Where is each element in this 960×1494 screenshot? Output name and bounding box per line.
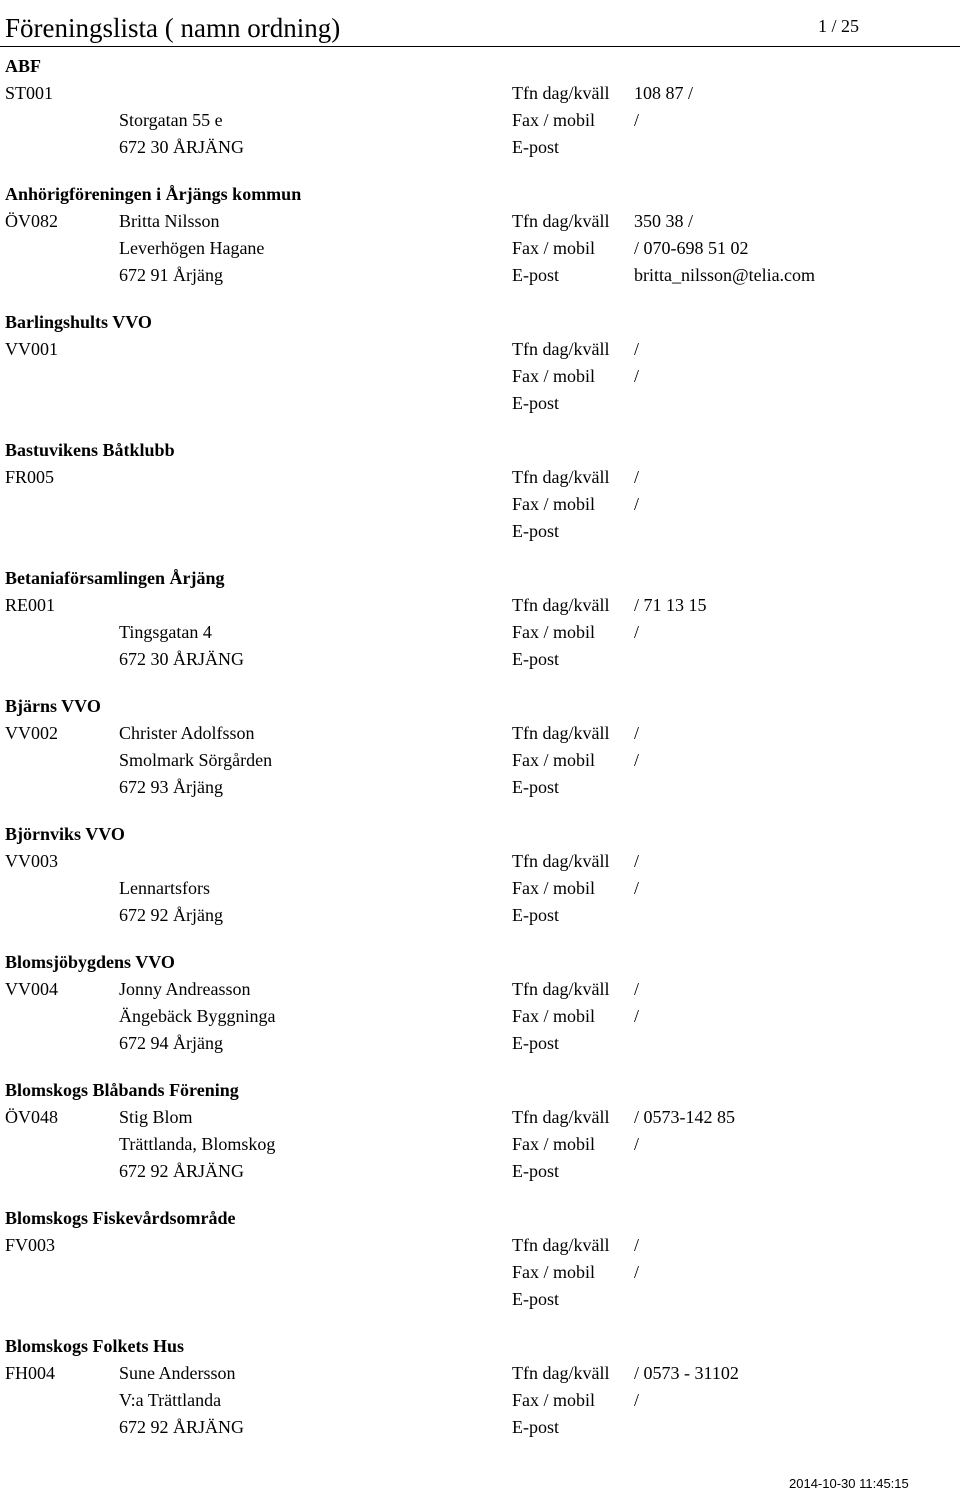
association-code: ÖV048: [5, 1107, 58, 1127]
association-entry: [0, 183, 960, 307]
contact-person: Sune Andersson: [119, 1363, 236, 1383]
email-label: E-post: [512, 1289, 559, 1309]
street-address: V:a Trättlanda: [119, 1390, 222, 1410]
phone-value: 350 38 /: [634, 211, 694, 231]
fax-label: Fax / mobil: [512, 366, 596, 386]
email-label: E-post: [512, 137, 559, 157]
association-entry: [0, 1335, 960, 1459]
fax-value: /: [634, 750, 640, 770]
postal-city: 672 92 Årjäng: [119, 905, 223, 925]
postal-city: 672 92 ÅRJÄNG: [119, 1161, 245, 1181]
phone-label: Tfn dag/kväll: [512, 1363, 610, 1383]
association-entry: [0, 1079, 960, 1203]
phone-label: Tfn dag/kväll: [512, 979, 610, 999]
association-name: Björnviks VVO: [5, 824, 125, 844]
contact-person: Christer Adolfsson: [119, 723, 255, 743]
postal-city: 672 30 ÅRJÄNG: [119, 137, 245, 157]
fax-value: /: [634, 622, 640, 642]
postal-city: 672 30 ÅRJÄNG: [119, 649, 245, 669]
email-label: E-post: [512, 905, 559, 925]
contact-person: Jonny Andreasson: [119, 979, 251, 999]
email-label: E-post: [512, 777, 559, 797]
postal-city: 672 93 Årjäng: [119, 777, 223, 797]
association-entry: [0, 695, 960, 819]
email-label: E-post: [512, 265, 559, 285]
association-entry: [0, 951, 960, 1075]
fax-label: Fax / mobil: [512, 750, 596, 770]
fax-value: /: [634, 1262, 640, 1282]
fax-label: Fax / mobil: [512, 1006, 596, 1026]
association-entry: [0, 439, 960, 563]
street-address: Ängebäck Byggninga: [119, 1006, 276, 1026]
association-name: Bjärns VVO: [5, 696, 101, 716]
association-name: Barlingshults VVO: [5, 312, 152, 332]
fax-label: Fax / mobil: [512, 494, 596, 514]
fax-value: /: [634, 110, 640, 130]
postal-city: 672 92 ÅRJÄNG: [119, 1417, 245, 1437]
association-entry: [0, 311, 960, 435]
fax-label: Fax / mobil: [512, 1134, 596, 1154]
fax-label: Fax / mobil: [512, 110, 596, 130]
phone-label: Tfn dag/kväll: [512, 851, 610, 871]
page-title: Föreningslista ( namn ordning): [5, 13, 341, 43]
street-address: Lennartsfors: [119, 878, 210, 898]
association-entry: [0, 55, 960, 179]
phone-label: Tfn dag/kväll: [512, 595, 610, 615]
fax-value: /: [634, 366, 640, 386]
street-address: Tingsgatan 4: [119, 622, 212, 642]
association-code: ST001: [5, 83, 54, 103]
phone-label: Tfn dag/kväll: [512, 211, 610, 231]
street-address: Leverhögen Hagane: [119, 238, 265, 258]
print-timestamp: 2014-10-30 11:45:15: [789, 1476, 909, 1491]
fax-value: /: [634, 1390, 640, 1410]
email-label: E-post: [512, 393, 559, 413]
fax-value: /: [634, 1134, 640, 1154]
phone-label: Tfn dag/kväll: [512, 1107, 610, 1127]
phone-label: Tfn dag/kväll: [512, 339, 610, 359]
phone-value: /: [634, 851, 640, 871]
association-code: ÖV082: [5, 211, 58, 231]
association-entry: [0, 567, 960, 691]
page-number: 1 / 25: [818, 16, 860, 36]
association-name: ABF: [5, 56, 41, 76]
phone-value: /: [634, 467, 640, 487]
email-label: E-post: [512, 1033, 559, 1053]
association-code: FH004: [5, 1363, 56, 1383]
association-entry: [0, 1207, 960, 1331]
street-address: Storgatan 55 e: [119, 110, 223, 130]
association-name: Blomskogs Folkets Hus: [5, 1336, 185, 1356]
association-code: VV003: [5, 851, 58, 871]
email-label: E-post: [512, 1161, 559, 1181]
page-header: [0, 0, 960, 46]
fax-label: Fax / mobil: [512, 238, 596, 258]
contact-person: Britta Nilsson: [119, 211, 220, 231]
phone-value: /: [634, 1235, 640, 1255]
phone-label: Tfn dag/kväll: [512, 467, 610, 487]
phone-value: /: [634, 979, 640, 999]
association-code: VV002: [5, 723, 58, 743]
association-name: Blomskogs Blåbands Förening: [5, 1080, 239, 1100]
email-label: E-post: [512, 1417, 559, 1437]
fax-label: Fax / mobil: [512, 878, 596, 898]
association-name: Betaniaförsamlingen Årjäng: [5, 568, 225, 588]
street-address: Trättlanda, Blomskog: [119, 1134, 276, 1154]
association-name: Anhörigföreningen i Årjängs kommun: [5, 184, 302, 204]
contact-person: Stig Blom: [119, 1107, 193, 1127]
fax-value: / 070-698 51 02: [634, 238, 749, 258]
phone-value: / 71 13 15: [634, 595, 707, 615]
email-value[interactable]: britta_nilsson@telia.com: [634, 265, 816, 285]
fax-value: /: [634, 878, 640, 898]
association-name: Bastuvikens Båtklubb: [5, 440, 175, 460]
header-divider: [0, 46, 960, 47]
phone-label: Tfn dag/kväll: [512, 723, 610, 743]
association-code: FV003: [5, 1235, 56, 1255]
association-name: Blomskogs Fiskevårdsområde: [5, 1208, 236, 1228]
fax-label: Fax / mobil: [512, 1262, 596, 1282]
association-code: VV001: [5, 339, 58, 359]
fax-value: /: [634, 494, 640, 514]
phone-value: 108 87 /: [634, 83, 694, 103]
association-code: FR005: [5, 467, 55, 487]
phone-value: /: [634, 723, 640, 743]
street-address: Smolmark Sörgården: [119, 750, 273, 770]
postal-city: 672 94 Årjäng: [119, 1033, 223, 1053]
fax-value: /: [634, 1006, 640, 1026]
association-code: RE001: [5, 595, 56, 615]
phone-value: /: [634, 339, 640, 359]
fax-label: Fax / mobil: [512, 622, 596, 642]
fax-label: Fax / mobil: [512, 1390, 596, 1410]
association-entry: [0, 823, 960, 947]
postal-city: 672 91 Årjäng: [119, 265, 223, 285]
email-label: E-post: [512, 521, 559, 541]
association-code: VV004: [5, 979, 58, 999]
phone-label: Tfn dag/kväll: [512, 83, 610, 103]
phone-label: Tfn dag/kväll: [512, 1235, 610, 1255]
association-name: Blomsjöbygdens VVO: [5, 952, 175, 972]
phone-value: / 0573-142 85: [634, 1107, 735, 1127]
phone-value: / 0573 - 31102: [634, 1363, 739, 1383]
email-label: E-post: [512, 649, 559, 669]
